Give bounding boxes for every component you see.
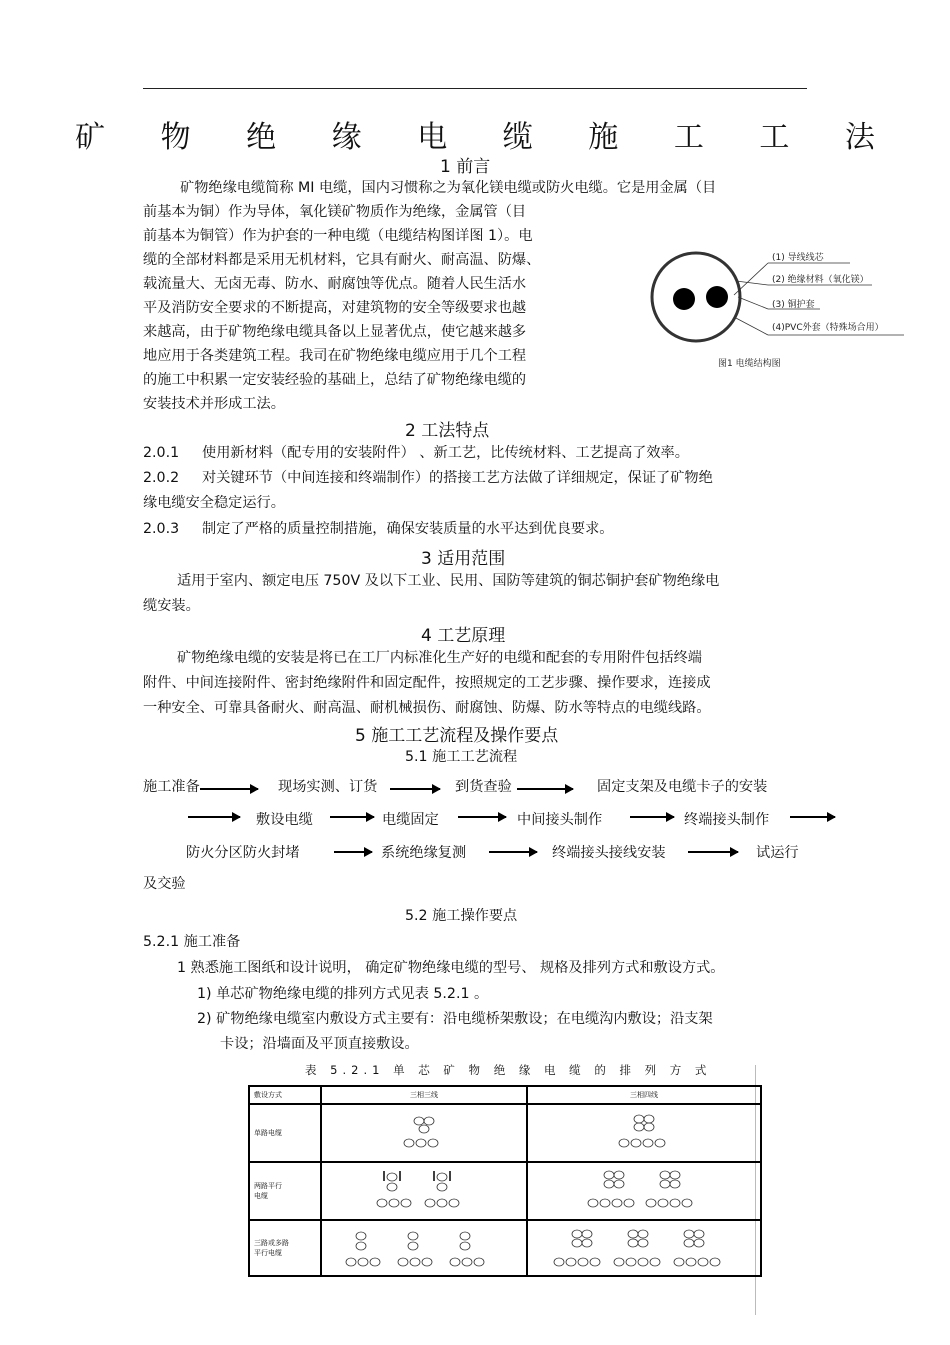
flow-step-1: 施工准备 [143,779,200,795]
diagram-cell [321,1220,527,1276]
flow-arrow [489,851,537,853]
s1-line-5: 载流量大、无卤无毒、防水、耐腐蚀等优点。随着人民生活水 [143,276,527,292]
section-5-heading: 5 施工工艺流程及操作要点 [355,726,559,746]
flow-step-13: 及交验 [143,876,186,892]
cable-arrangement-diagram [364,1167,484,1213]
flow-step-8: 终端接头制作 [684,812,770,828]
table-header-method: 敷设方式 [249,1086,321,1104]
table-row-label: 单路电缆 [249,1104,321,1162]
flow-step-4: 固定支架及电缆卡子的安装 [597,779,768,795]
s1-line-4: 缆的全部材料都是采用无机材料，它具有耐火、耐高温、防爆、 [143,252,541,268]
diagram-cell [321,1162,527,1220]
section-3-heading: 3 适用范围 [421,549,506,569]
s1-line-9: 的施工中积累一定安装经验的基础上，总结了矿物绝缘电缆的 [143,372,527,388]
table-row-label: 两路平行 电缆 [249,1162,321,1220]
s521-item-1a: 1) 单芯矿物绝缘电缆的排列方式见表 5.2.1 。 [197,986,489,1002]
s2-item-text-2b: 缘电缆安全稳定运行。 [143,495,285,511]
s2-item-text-1: 使用新材料（配专用的安装附件） 、新工艺，比传统材料、工艺提高了效率。 [202,445,689,461]
s2-item-text-3: 制定了严格的质量控制措施，确保安装质量的水平达到优良要求。 [202,521,614,537]
flow-arrow [330,816,374,818]
table-caption: 表 5.2.1 单 芯 矿 物 绝 缘 电 缆 的 排 列 方 式 [305,1063,712,1077]
figure-label-3: (3) 铜护套 [772,300,815,310]
flow-step-12: 试运行 [756,845,799,861]
section-4-heading: 4 工艺原理 [421,626,506,646]
s4-line-1: 矿物绝缘电缆的安装是将已在工厂内标准化生产好的电缆和配套的专用附件包括终端 [177,650,702,666]
flow-arrow [200,788,258,790]
flow-arrow [390,788,440,790]
s2-item-num-2: 2.0.2 [143,470,180,486]
s2-item-text-2: 对关键环节（中间连接和终端制作）的搭接工艺方法做了详细规定，保证了矿物绝 [202,470,713,486]
s1-line-2: 前基本为铜）作为导体，氧化镁矿物质作为绝缘，金属管（目 [143,204,527,220]
s1-line-10: 安装技术并形成工法。 [143,396,285,412]
arrangement-table [248,1085,762,1277]
s52-heading: 5.2 施工操作要点 [405,908,518,924]
cable-arrangement-diagram [394,1111,454,1153]
cable-arrangement-diagram [579,1167,709,1213]
header-rule [143,88,807,89]
flow-step-6: 电缆固定 [382,812,439,828]
table-header-3p3w: 三相三线 [321,1086,527,1104]
s3-line-2: 缆安装。 [143,598,200,614]
s1-line-7: 来越高，由于矿物绝缘电缆具备以上显著优点，使它越来越多 [143,324,527,340]
flow-step-11: 终端接头接线安装 [552,845,666,861]
s2-item-num-1: 2.0.1 [143,445,180,461]
flow-arrow [334,851,372,853]
s51-heading: 5.1 施工工艺流程 [405,749,518,765]
s1-line-6: 平及消防安全要求的不断提高，对建筑物的安全等级要求也越 [143,300,527,316]
table-header-3p4w: 三相四线 [527,1086,761,1104]
table-row-label: 三路或多路 平行电缆 [249,1220,321,1276]
flow-arrow [188,816,240,818]
flow-arrow [517,788,573,790]
s1-line-8: 地应用于各类建筑工程。我司在矿物绝缘电缆应用于几个工程 [143,348,527,364]
diagram-cell [321,1104,527,1162]
flow-arrow [790,816,835,818]
diagram-cell [527,1104,761,1162]
s3-line-1: 适用于室内、额定电压 750V 及以下工业、民用、国防等建筑的铜芯铜护套矿物绝缘电 [177,573,720,589]
s1-line-1: 矿物绝缘电缆简称 MI 电缆，国内习惯称之为氧化镁电缆或防火电缆。它是用金属（目 [180,180,717,196]
flow-arrow [688,851,738,853]
s521-heading: 5.2.1 施工准备 [143,934,241,950]
flow-step-9: 防火分区防火封堵 [186,845,300,861]
flow-step-3: 到货查验 [455,779,512,795]
cable-arrangement-diagram [609,1111,679,1153]
s521-item-1b: 2) 矿物绝缘电缆室内敷设方式主要有：沿电缆桥架敷设；在电缆沟内敷设；沿支架 [197,1011,713,1027]
flow-arrow [458,816,506,818]
cable-arrangement-diagram [339,1224,509,1270]
s521-item-1b-cont: 卡设；沿墙面及平顶直接敷设。 [220,1036,419,1052]
flow-step-2: 现场实测、订货 [278,779,378,795]
section-1-heading: 1 前言 [440,157,491,177]
flow-arrow [630,816,674,818]
s2-item-num-3: 2.0.3 [143,521,180,537]
diagram-cell [527,1162,761,1220]
flow-step-10: 系统绝缘复测 [381,845,467,861]
s4-line-3: 一种安全、可靠具备耐火、耐高温、耐机械损伤、耐腐蚀、防爆、防水等特点的电缆线路。 [143,700,711,716]
page-title: 矿 物 绝 缘 电 缆 施 工 工 法 [75,120,898,155]
figure-label-1: (1) 导线线芯 [772,253,824,263]
figure-label-2: (2) 绝缘材料（氧化镁） [772,275,869,285]
cable-arrangement-diagram [549,1224,739,1270]
flow-step-7: 中间接头制作 [517,812,603,828]
section-2-heading: 2 工法特点 [405,421,490,441]
figure-caption: 图1 电缆结构图 [718,359,781,369]
flow-step-5: 敷设电缆 [256,812,313,828]
figure-label-4: (4)PVC外套（特殊场合用） [772,323,884,333]
s1-line-3: 前基本为铜管）作为护套的一种电缆（电缆结构图详图 1）。电 [143,228,533,244]
s521-item-1: 1 熟悉施工图纸和设计说明， 确定矿物绝缘电缆的型号、 规格及排列方式和敷设方式。 [177,960,725,976]
s4-line-2: 附件、中间连接附件、密封绝缘附件和固定配件，按照规定的工艺步骤、操作要求，连接成 [143,675,711,691]
diagram-cell [527,1220,761,1276]
